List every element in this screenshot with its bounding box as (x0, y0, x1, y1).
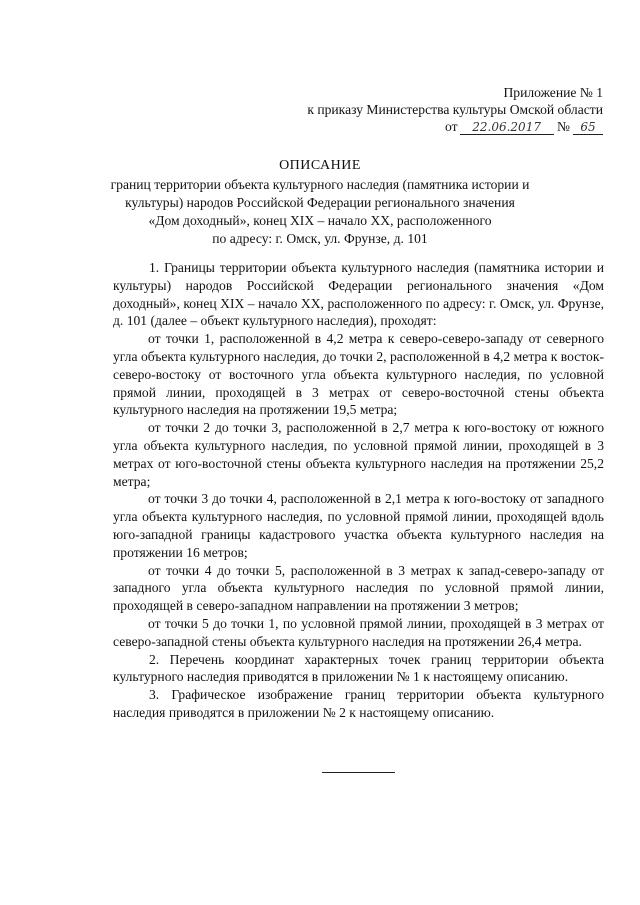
title-heading: ОПИСАНИЕ (279, 158, 361, 173)
boundary-segment-1-2: от точки 1, расположенной в 4,2 метра к северо-северо-западу от северного угла объекта культурного наследия, до точки 2, расположенной в 4,2 метра к восток-северо-востоку от восточного угла объекта культурного наследия, по условной прямой линии, проходящей в 3 метрах от северо-восточной стены объекта культурного наследия на протяжении 19,5 метра; (113, 331, 604, 418)
appendix-number: Приложение № 1 (503, 85, 603, 100)
title-line: культуры) народов Российской Федерации регионального значения (125, 195, 515, 210)
paragraph-3: 3. Графическое изображение границ территории объекта культурного наследия приводятся в приложении № 2 к настоящему описанию. (113, 687, 604, 720)
boundary-segment-5-1: от точки 5 до точки 1, по условной прямой линии, проходящей в 3 метрах от северо-западной стены объекта культурного наследия на протяжении 26,4 метра. (113, 615, 604, 649)
paragraph-1: 1. Границы территории объекта культурного наследия (памятника истории и культуры) народов Российской Федерации регионального значения «Дом доходный», конец XIX – начало XX, расположенного по адресу: г. Омск, ул. Фрунзе, д. 101 (далее – объект культурного наследия), проходят: (113, 260, 604, 329)
title-line: по адресу: г. Омск, ул. Фрунзе, д. 101 (212, 231, 428, 246)
title-line: границ территории объекта культурного наследия (памятника истории и (110, 177, 530, 192)
boundary-segment-4-5: от точки 4 до точки 5, расположенной в 3 метрах к запад-северо-западу от западного угла объекта культурного наследия по условной прямой линии, проходящей в северо-западном направлении на протяжении 3 метров; (113, 562, 604, 614)
document-title (110, 157, 530, 248)
order-reference: к приказу Министерства культуры Омской области (307, 102, 603, 117)
end-separator (322, 772, 395, 773)
order-date-line (307, 118, 603, 135)
handwritten-date: 22.06.2017 (460, 121, 554, 135)
number-label: № (557, 119, 570, 134)
paragraph-2: 2. Перечень координат характерных точек границ территории объекта культурного наследия приводятся в приложении № 1 к настоящему описанию. (113, 651, 604, 685)
boundary-segment-3-4: от точки 3 до точки 4, расположенной в 2,1 метра к юго-востоку от западного угла объекта культурного наследия, по условной прямой линии, проходящей вдоль юго-западной границы кадастрового участка объекта культурного наследия на протяжении 16 метров; (113, 491, 604, 560)
from-label: от (445, 119, 458, 134)
document-body (113, 259, 604, 722)
boundary-segment-2-3: от точки 2 до точки 3, расположенной в 2,7 метра к юго-востоку от южного угла объекта культурного наследия, по условной прямой линии, проходящей в 3 метрах от юго-восточной стены объекта культурного наследия на протяжении 25,2 метра; (113, 420, 604, 489)
title-line: «Дом доходный», конец XIX – начало XX, расположенного (148, 213, 492, 228)
handwritten-number: 65 (573, 121, 603, 135)
appendix-header (307, 84, 603, 135)
